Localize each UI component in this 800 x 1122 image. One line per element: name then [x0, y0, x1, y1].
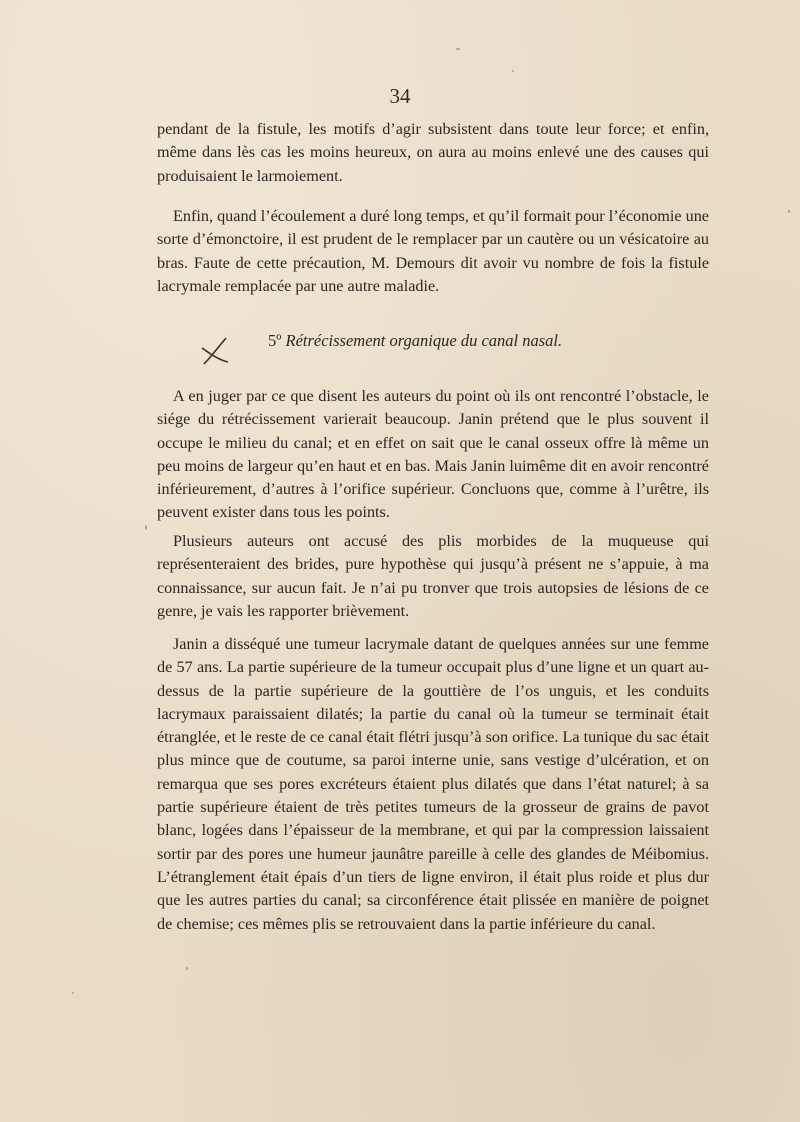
section-number: 5º [268, 331, 282, 350]
paper-speck [72, 992, 74, 994]
paragraph-1: pendant de la fistule, les motifs d’agir subsistent dans toute leur force; et enfin, même dans lès cas les moins heureux, on aura au moins enlevé une des causes qui produisaient le larmoiement. [157, 120, 709, 185]
paragraph-5: Janin a disséqué une tumeur lacrymale datant de quelques années sur une femme de 57 ans. La partie supérieure de la tumeur occupait plus d’une ligne et un quart au-dessus de la partie supérieure de la gouttière de l’os unguis, et les conduits lacrymaux paraissaient dilatés; la partie du canal où la tumeur se terminait était étranglée, et le reste de ce canal était flétri jusqu’à son orifice. La tunique du sac était plus mince que de coutume, sa paroi interne unie, sans vestige d’ulcération, et on remarqua que ses pores excréteurs étaient plus dilatés que dans l’état naturel; à sa partie supérieure étaient de très petites tumeurs de la grosseur de grains de pavot blanc, logées dans l’épaisseur de la membrane, et qui par la compression laissaient sortir par des pores une humeur jaunâtre pareille à celle des glandes de Méibomius. L’étranglement était épais d’un tiers de ligne environ, il était plus roide et plus dur que les autres parties du canal; sa circonférence était plissée en manière de poignet de chemise; ces mêmes plis se retrouvaient dans la partie inférieure du canal. [157, 635, 709, 933]
paragraph-4: Plusieurs auteurs ont accusé des plis morbides de la muqueuse qui représenteraient des brides, pure hypothèse qui jusqu’à présent ne s’appuie, à ma connaissance, sur aucun fait. Je n’ai pu tronver que trois autopsies de lésions de ce genre, je vais les rapporter brièvement. [157, 532, 709, 620]
paragraph-enfin [157, 205, 709, 298]
paragraph-3: A en juger par ce que disent les auteurs du point où ils ont rencontré l’obstacle, le siége du rétrécissement varierait beaucoup. Janin prétend que le plus souvent il occupe le milieu du canal; et en effet on sait que le canal osseux offre là même un peu moins de largeur qu’en haut et en bas. Mais Janin luimême dit en avoir rencontré inférieurement, d’autres à l’orifice supérieur. Concluons que, comme à l’urêtre, ils peuvent exister dans tous les points. [157, 387, 709, 522]
paper-speck [186, 967, 188, 970]
paragraph-plusieurs [157, 530, 709, 623]
paragraph-a-en-juger [157, 385, 709, 525]
paragraph-2: Enfin, quand l’écoulement a duré long temps, et qu’il formait pour l’économie une sorte d’émonctoire, il est prudent de le remplacer par un cautère ou un vésicatoire au bras. Faute de cette précaution, M. Demours dit avoir vu nombre de fois la fistule lacrymale remplacée par une autre maladie. [157, 207, 709, 295]
paper-speck [456, 48, 460, 50]
paragraph-continuation [157, 118, 709, 188]
paragraph-janin [157, 633, 709, 936]
paper-speck [788, 210, 790, 213]
paper-speck [512, 70, 514, 72]
page-number: 34 [389, 84, 411, 108]
paper-speck [145, 525, 147, 530]
section-heading [268, 331, 562, 351]
x-mark-icon [198, 334, 232, 368]
section-title: Rétrécissement organique du canal nasal. [285, 331, 563, 350]
